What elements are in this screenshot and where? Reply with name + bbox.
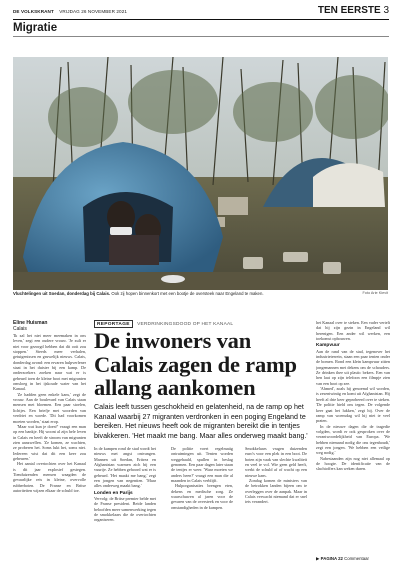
subheading: Londen en Parijs bbox=[94, 490, 133, 496]
photo-credit: Foto Arie Kievit bbox=[362, 291, 388, 295]
byline bbox=[13, 320, 47, 332]
body-paragraph: het Kanaal over te steken. Een vader vertelt dat hij zijn gezin in Engeland wil herenigen. Een ander wil werken, een toekomst opbouwen. bbox=[316, 320, 390, 342]
arrow-right-icon: ▶ bbox=[316, 556, 320, 561]
body-paragraph: In de kampen rond de stad wordt het nieuws met angst ontvangen. Mannen uit Soedan, Eritrea en Afghanistan warmen zich bij een vuurtje. Ze hebben gehoord wat er is gebeurd. 'Het maakt me bang,' zegt een jongen van negentien. 'Maar alles onderweg maakt bang.' bbox=[94, 446, 156, 489]
top-divider bbox=[13, 19, 389, 20]
section-title: Migratie bbox=[13, 22, 58, 34]
body-column-2 bbox=[94, 446, 156, 564]
body-column-1 bbox=[13, 333, 86, 563]
refugee-camp-photo bbox=[13, 57, 388, 290]
genre-label: REPORTAGE bbox=[94, 320, 133, 328]
masthead-left bbox=[13, 9, 127, 14]
body-paragraph: Hulporganisaties brengen eten, dekens en medische zorg. Ze waarschuwen al jaren voor de gevaren van de oversteek en voor de omstandigheden in de kampen. bbox=[171, 483, 233, 510]
body-paragraph: 'Ahmed', zoals hij genoemd wil worden, is zesentwintig en komt uit Afghanistan. Hij heeft al drie keer geprobeerd over te steken. 'De politie hield ons tegen. De volgende keer gaat het lukken,' zegt hij. Over de ramp van woensdag wil hij niet te veel praten. bbox=[316, 386, 390, 424]
body-paragraph: 'Maar wat kun je doen?' vraagt een man op een bankje. Hij woont al zijn hele leven in Calais en heeft de stroom van migranten zien aanzwellen. 'Ze komen, ze wachten, ze proberen het. Soms lukt het, soms niet. Iedereen wist dat dit een keer zou gebeuren.' bbox=[13, 423, 86, 461]
body-paragraph: Vervolg: de Britse premier belde met de Franse president. Beide landen beloofden meer samenwerking tegen de smokkelaars die de overtochten organiseren. bbox=[94, 496, 156, 523]
page-reference-link[interactable]: Commentaar bbox=[344, 556, 369, 561]
section-divider bbox=[13, 36, 389, 37]
intro-paragraph: Calais leeft tussen geschokheid en gelatenheid, na de ramp op het Kanaal waarbij 27 migranten verdronken in een poging Engeland te bereiken. Het nieuws heeft ook de migranten bereikt die in tentjes bivakkeren. 'Het maakt me bang. Maar alles onderweg maakt bang.' bbox=[94, 403, 308, 440]
body-paragraph: 'Ik zal het niet meer meemaken in ons leven,' zegt een oudere vrouw. 'Je zult er niet voor gezorgd hebben dat dit ooit zou stoppen.' Steeds meer verhalen, getuigenissen en gruwelijk nieuws. Calais, donderdag avond: een ervaren hulpverlener staat in het duister bij een kamp. De onderzoekers zoeken naar wat er is gebeurd toen de kleine boot met migranten omsloeg in het ijskoude water van het Kanaal. bbox=[13, 333, 86, 392]
paper-name: DE VOLKSKRANT bbox=[13, 9, 54, 14]
body-paragraph: De politie voert regelmatig ontruimingen uit. Tenten worden weggehaald, spullen in beslag genomen. Een paar dagen later staan de tentjes er weer. 'Waar moeten we anders heen?' vraagt een man die al maanden in Calais verblijft. bbox=[171, 446, 233, 484]
page-reference-label: PAGINA 22 bbox=[320, 556, 343, 561]
body-paragraph: Smokkelaars vragen duizenden euro's voor een plek in een boot. De boten zijn vaak van slechte kwaliteit en veel te vol. Wie geen geld heeft, werkt de schuld af of wacht op een nieuwe kans. bbox=[245, 446, 307, 478]
caption-lead: Vluchtelingen uit Soedan, donderdag bij Calais. bbox=[13, 291, 111, 296]
body-paragraph: Nabestaanden zijn nog niet allemaal op de hoogte. De identificatie van de slachtoffers kan weken duren. bbox=[316, 455, 390, 472]
page-section-title: TEN EERSTE bbox=[317, 5, 381, 16]
body-paragraph: Zondag komen de ministers van de betrokken landen bijeen om te overleggen over de aanpak. Maar in Calais verwacht niemand dat er snel iets verandert. bbox=[245, 478, 307, 505]
page-number: 3 bbox=[383, 5, 389, 16]
body-column-5 bbox=[316, 320, 390, 552]
body-paragraph: In de nieuwe dagen die de tragedie volgden, wordt er ook gesproken over de verantwoordelijkheid van Europa. 'We hebben niemand nodig die ons tegenhoudt,' zegt een jongen. 'We hebben een veilige weg nodig.' bbox=[316, 423, 390, 456]
caption-text: Ook zij hopen binnenkort met een bootje de oversteek naar Engeland te maken. bbox=[111, 291, 264, 296]
dateline: Calais bbox=[13, 326, 27, 332]
kicker: VERDRINKINGSDOOD OP HET KANAAL bbox=[137, 321, 234, 327]
headline: De inwoners van Calais zagen de ramp allang aankomen bbox=[94, 328, 297, 400]
masthead-right bbox=[318, 5, 389, 16]
body-column-4 bbox=[245, 446, 307, 564]
body-paragraph: 'Ze hadden geen enkele kans,' zegt de vrouw. Aan de boulevard van Calais staan mensen met bloemen. Een paar stoelen, lichtjes. Een briefje met woorden van verdriet en woede. 'Dit had voorkomen moeten worden,' staat erop. bbox=[13, 391, 86, 424]
issue-date: VRIJDAG 26 NOVEMBER 2021 bbox=[59, 9, 128, 14]
body-paragraph: Het aantal overtochten over het Kanaal is dit jaar explosief gestegen. Tienduizenden mensen waagden de gevaarlijke reis in kleine, overvolle rubberboten. De Franse en Britse autoriteiten wijzen elkaar de schuld toe. bbox=[13, 461, 86, 493]
body-paragraph: Aan de rand van de stad, tegenover het industrieterrein, staan een paar tenten onder de bomen. Rond een klein kampvuur zitten jongemannen met dekens om de schouders. Ze drinken thee uit plastic bekers. Een van hen laat op zijn telefoon een filmpje zien van een boot op zee. bbox=[316, 348, 390, 386]
body-column-3 bbox=[171, 446, 233, 564]
photo-caption bbox=[13, 291, 264, 296]
author-name: Eline Huisman bbox=[13, 320, 48, 326]
page-reference[interactable] bbox=[316, 556, 369, 562]
news-photo bbox=[13, 57, 388, 290]
subheading: Kampvuur bbox=[316, 343, 340, 349]
article-label-row bbox=[94, 320, 233, 328]
